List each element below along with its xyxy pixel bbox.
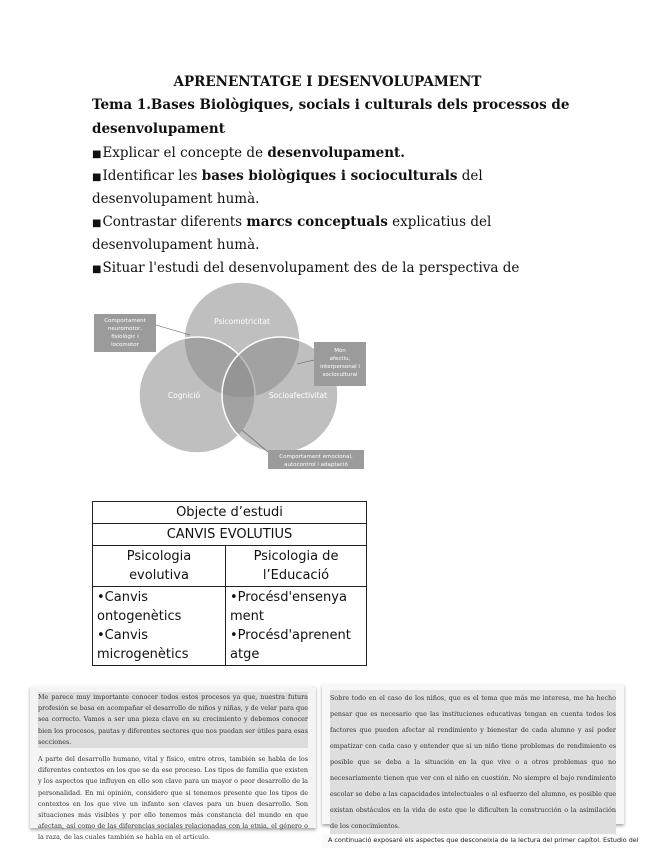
scan-snippet-bottom: A continuació exposaré els aspectes que desconeixia de la lectura del primer capítol. Estudio del — [322, 834, 624, 848]
label-cognicio: Cognició — [167, 391, 201, 400]
topic-heading-line1: Tema 1.Bases Biològiques, socials i culturals dels processos de — [92, 97, 570, 113]
col2-item1-a: •Procésd'ensenya — [230, 590, 347, 605]
venn-svg — [92, 280, 472, 470]
note-bottom-line2: autocontrol i adaptació — [284, 462, 348, 468]
objective-4 — [92, 260, 519, 276]
col2-item2-a: •Procésd'aprenent — [230, 628, 351, 643]
col1-content — [93, 587, 226, 666]
col1-header-line2: evolutiva — [129, 568, 189, 583]
col2-header-line1: Psicologia de — [253, 549, 339, 564]
col2-header-line2: l’Educació — [262, 568, 330, 583]
square-bullet-icon: ■ — [92, 264, 102, 275]
objective-2-text: Identificar les — [102, 168, 202, 184]
col2-item1-b: ment — [230, 609, 264, 624]
objective-1 — [92, 145, 405, 161]
scan-snippet-left — [30, 686, 316, 842]
note-left-line4: locomotor — [111, 342, 139, 348]
table-row — [93, 587, 367, 666]
note-bottom-line1: Comportament emocional, — [279, 454, 353, 460]
table-row — [93, 502, 367, 524]
square-bullet-icon: ■ — [92, 149, 102, 160]
col1-item2-a: •Canvis — [97, 628, 149, 643]
table-title: Objecte d’estudi — [93, 502, 367, 524]
objective-2-bold: bases biològiques i socioculturals — [201, 168, 458, 184]
objective-1-bold: desenvolupament. — [267, 145, 405, 161]
note-right-line4: sociocultural — [322, 372, 358, 378]
table-row — [93, 546, 367, 587]
col1-item2-b: microgenètics — [97, 647, 189, 662]
development-venn-diagram — [92, 280, 472, 470]
square-bullet-icon: ■ — [92, 172, 102, 183]
square-bullet-icon: ■ — [92, 218, 102, 229]
objective-3-continuation: desenvolupament humà. — [92, 237, 260, 253]
col1-item1-a: •Canvis — [97, 590, 149, 605]
object-of-study-table — [92, 501, 367, 666]
note-left-line2: neuromotor, — [107, 326, 143, 332]
col1-header-line1: Psicologia — [126, 549, 192, 564]
objective-1-text: Explicar el concepte de — [102, 145, 268, 161]
col1-item1-b: ontogenètics — [97, 609, 182, 624]
objective-2-continuation: desenvolupament humà. — [92, 191, 260, 207]
document-title: APRENENTATGE I DESENVOLUPAMENT — [173, 74, 482, 90]
note-right-line1: Món — [334, 348, 346, 354]
scan-right-paragraph-1: Sobre todo en el caso de los niños, que es el tema que más me interesa, me ha hecho pensar que es necesario que las instituciones educativas tengan en cuenta todos los factores que pueden afectar al rendimiento y bienestar de cada alumno y así poder empatizar con cada caso y entender que si un niño tiene problemas de rendimiento es posible que se deba a la situación en la que vive o a otros problemas que no necesariamente tienen que ver con el niño en cuestión. No siempre el bajo rendimiento escolar se debe a las capacidades intelectuales o al esfuerzo del alumno, es posible que existan obstáculos en la vida de este que le dificulten la construcción o la asimilación de los conocimientos. — [330, 690, 616, 834]
note-right-line2: afectiu, — [329, 356, 351, 362]
objective-2-post: del — [457, 168, 483, 184]
scan-snippet-right — [322, 684, 624, 830]
col2-header — [226, 546, 367, 587]
label-socioafectivitat: Socioafectivitat — [268, 391, 328, 400]
label-psicomotricitat: Psicomotricitat — [214, 317, 270, 326]
note-left-line1: Comportament — [104, 318, 146, 324]
objective-3 — [92, 214, 491, 230]
col2-content — [226, 587, 367, 666]
scan-left-paragraph-2: A parte del desarrollo humano, vital y físico, entre otros, también se habla de los diferentes contextos en los que se da ese proceso. Los tipos de familia que existen y los aspectos que influyen en ello son clave para un mayor o peor desarrollo de la personalidad. En mi opinión, considero que si tenemos presente que los tipos de contextos en los que vive un infante son claves para un buen desarrollo. Son situaciones más visibles y por ello tenemos más constancia del mundo en que afectan, así como de las diferencias sociales relacionadas con la etnia, el género o la raza, de las cuales también se habla en el artículo. — [38, 755, 308, 842]
table-row — [93, 524, 367, 546]
table-subtitle: CANVIS EVOLUTIUS — [93, 524, 367, 546]
topic-heading-line2: desenvolupament — [92, 121, 225, 137]
note-right-line3: interpersonal i — [320, 364, 360, 370]
note-left-line3: fisiològic i — [111, 334, 139, 340]
objective-3-bold: marcs conceptuals — [246, 214, 388, 230]
objective-2 — [92, 168, 483, 184]
col2-item2-b: atge — [230, 647, 260, 662]
objective-3-post: explicatius del — [387, 214, 492, 230]
objective-4-text: Situar l'estudi del desenvolupament des de la perspectiva de — [102, 260, 520, 276]
scan-left-paragraph-1: Me parece muy importante conocer todos estos procesos ya que, nuestra futura profesión se basa en acompañar el desarrollo de niños y niñas, y de velar para que sea correcto. Vamos a ser una pieza clave en su crecimiento y debemos conocer bien los procesos, pautas y diferentes sectores que nos puedan ser útiles para esas secciones. — [38, 692, 308, 748]
col1-header — [93, 546, 226, 587]
objective-3-text: Contrastar diferents — [102, 214, 247, 230]
